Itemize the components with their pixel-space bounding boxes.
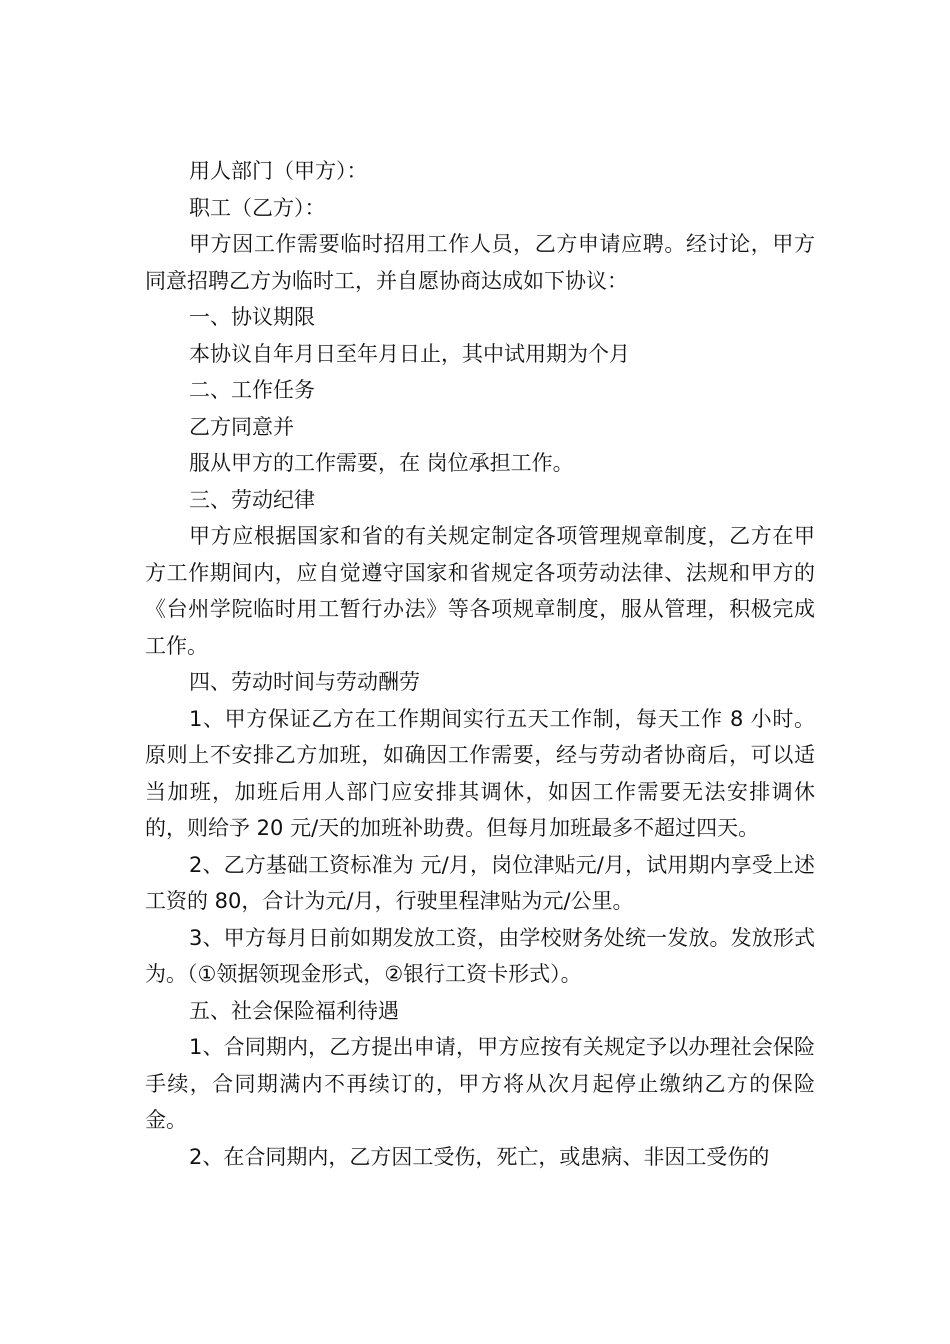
section-heading-insurance: 五、社会保险福利待遇 — [189, 998, 399, 1023]
tasks-paragraph-1: 乙方同意并 — [189, 414, 294, 439]
hours-pay-item-1: 1、甲方保证乙方在工作期间实行五天工作制，每天工作 8 小时。原则上不安排乙方加班，如确因工作需要，经与劳动者协商后，可以适当加班，加班后用人部门应安排其调休，如因工作需要无法安排调休的，则给予 20 元/天的加班补助费。但每月加班最多不超过四天。 — [145, 706, 815, 840]
intro-paragraph: 甲方因工作需要临时招用工作人员，乙方申请应聘。经讨论，甲方同意招聘乙方为临时工，并自愿协商达成如下协议： — [145, 232, 815, 293]
term-paragraph: 本协议自年月日至年月日止，其中试用期为个月 — [189, 341, 630, 366]
document-body — [145, 153, 815, 1175]
tasks-paragraph-2: 服从甲方的工作需要，在 岗位承担工作。 — [189, 451, 574, 475]
insurance-item-2: 2、在合同期内，乙方因工受伤，死亡，或患病、非因工受伤的 — [189, 1144, 770, 1169]
insurance-item-1: 1、合同期内，乙方提出申请，甲方应按有关规定予以办理社会保险手续，合同期满内不再续订的，甲方将从次月起停止缴纳乙方的保险金。 — [145, 1035, 815, 1132]
party-b-line: 职工（乙方）： — [189, 195, 326, 220]
section-heading-discipline: 三、劳动纪律 — [189, 487, 315, 512]
section-heading-hours-pay: 四、劳动时间与劳动酬劳 — [189, 670, 420, 694]
hours-pay-item-3: 3、甲方每月日前如期发放工资，由学校财务处统一发放。发放形式为。（①领据领现金形式，②银行工资卡形式）。 — [145, 925, 815, 986]
discipline-paragraph: 甲方应根据国家和省的有关规定制定各项管理规章制度，乙方在甲方工作期间内，应自觉遵守国家和省规定各项劳动法律、法规和甲方的《台州学院临时用工暂行办法》等各项规章制度，服从管理，积极完成工作。 — [145, 524, 815, 658]
party-a-line: 用人部门（甲方）： — [189, 159, 368, 183]
section-heading-tasks: 二、工作任务 — [189, 378, 315, 402]
hours-pay-item-2: 2、乙方基础工资标准为 元/月，岗位津贴元/月，试用期内享受上述工资的 80，合计为元/月，行驶里程津贴为元/公里。 — [145, 852, 815, 913]
section-heading-term: 一、协议期限 — [189, 305, 315, 329]
